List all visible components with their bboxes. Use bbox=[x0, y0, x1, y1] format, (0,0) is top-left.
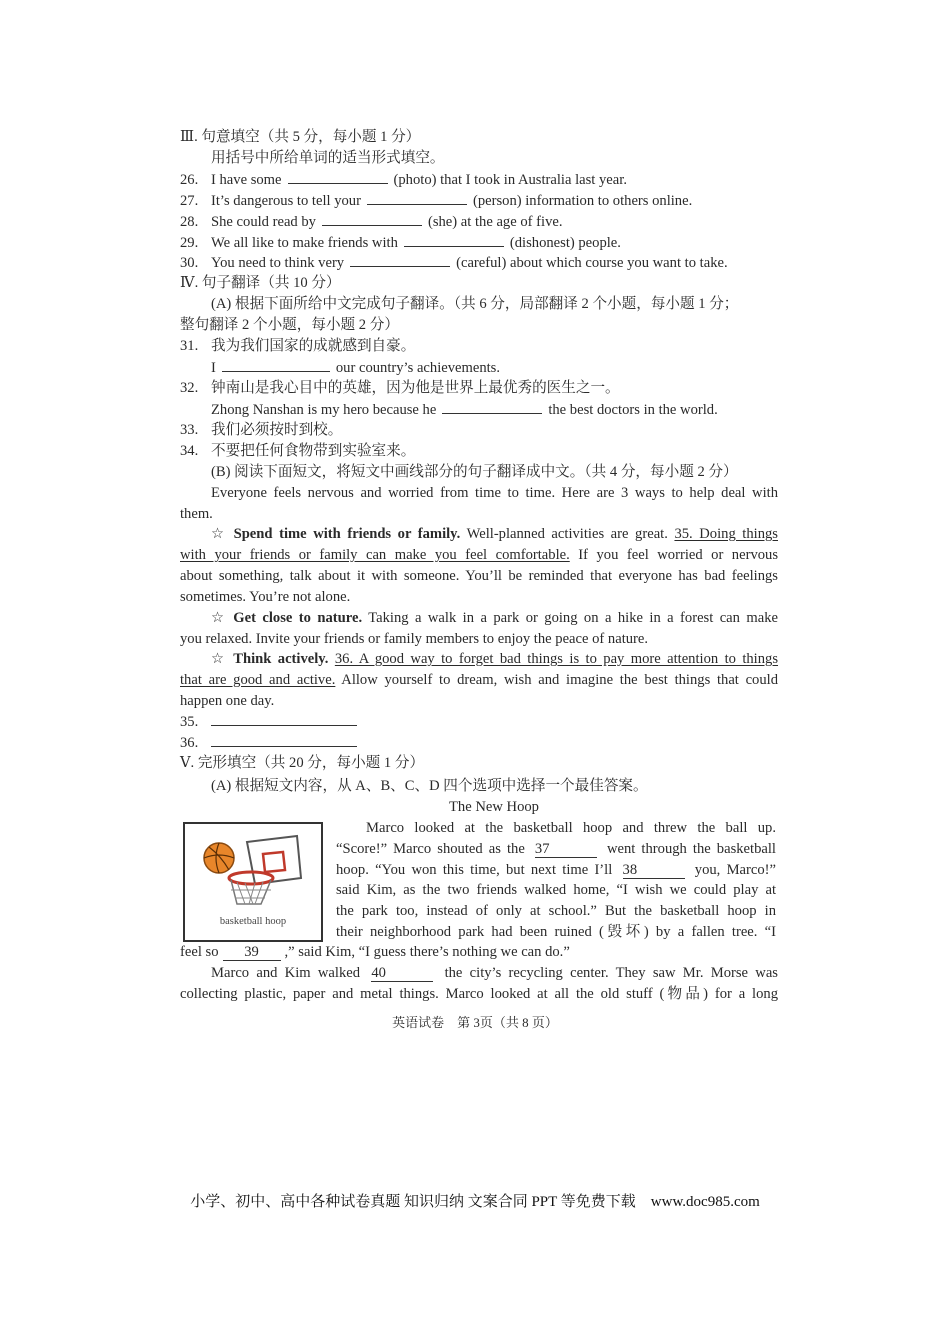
section-3-instruction: 用括号中所给单词的适当形式填空。 bbox=[211, 150, 445, 166]
cloze-line-1: Marco looked at the basketball hoop and threw the ball up. bbox=[366, 820, 776, 836]
question-33: 33. 我们必须按时到校。 bbox=[180, 422, 343, 438]
star-icon: ☆ bbox=[211, 610, 227, 626]
basketball-hoop-figure bbox=[183, 822, 323, 942]
question-31-zh: 31. 我为我们国家的成就感到自豪。 bbox=[180, 338, 416, 354]
section-3-heading bbox=[180, 127, 778, 147]
passage-p1-line1: Everyone feels nervous and worried from time to time. Here are 3 ways to help deal with bbox=[211, 485, 778, 501]
section-5-part-a: (A) 根据短文内容，从 A、B、C、D 四个选项中选择一个最佳答案。 bbox=[211, 778, 648, 794]
question-29: 29. We all like to make friends with (dishonest) people. bbox=[180, 232, 778, 253]
underlined-sentence-35: 35. Doing things bbox=[674, 526, 778, 542]
underlined-sentence-36: 36. A good way to forget bad things is to pay more attention to things bbox=[334, 651, 779, 667]
question-31-en: I our country’s achievements. bbox=[211, 357, 809, 378]
underlined-sentence-36-cont: that are good and active. bbox=[180, 672, 336, 688]
cloze-line-9: collecting plastic, paper and metal things. Marco looked at all the old stuff (物品) for a long bbox=[180, 986, 778, 1002]
cloze-line-7: feel so 39 ,” said Kim, “I guess there’s nothing we can do.” bbox=[180, 944, 570, 960]
passage-p2-line3: about something, talk about it with someone. You’ll be reminded that everyone has bad feelings bbox=[180, 568, 778, 584]
basketball-hoop-icon bbox=[195, 832, 311, 916]
question-28: 28. She could read by (she) at the age of five. bbox=[180, 211, 778, 232]
page-footer: 英语试卷 第 3页（共 8 页） bbox=[392, 1015, 558, 1030]
cloze-blank-40[interactable]: 40 bbox=[371, 965, 433, 982]
question-27: 27. It’s dangerous to tell your (person) information to others online. bbox=[180, 190, 778, 211]
answer-blank[interactable] bbox=[222, 357, 330, 372]
passage-p4-line3: happen one day. bbox=[180, 693, 275, 709]
answer-blank[interactable] bbox=[442, 399, 542, 414]
cloze-line-4: said Kim, as the two friends walked home, “I wish we could play at bbox=[336, 882, 776, 898]
answer-blank[interactable] bbox=[404, 232, 504, 247]
answer-blank[interactable] bbox=[322, 211, 422, 226]
section-3-heading-text: Ⅲ. 句意填空（共 5 分，每小题 1 分） bbox=[180, 129, 421, 145]
passage-p4-line1: ☆ Think actively. 36. A good way to forget bad things is to pay more attention to things bbox=[211, 651, 779, 667]
passage-title: The New Hoop bbox=[449, 799, 539, 815]
figure-caption: basketball hoop bbox=[219, 916, 287, 927]
question-26: 26. I have some (photo) that I took in Australia last year. bbox=[180, 169, 778, 190]
download-note: 小学、初中、高中各种试卷真题 知识归纳 文案合同 PPT 等免费下载 www.doc985.com bbox=[190, 1194, 760, 1210]
section-4-part-a-line2: 整句翻译 2 个小题，每小题 2 分） bbox=[180, 317, 399, 333]
passage-p2-line4: sometimes. You’re not alone. bbox=[180, 589, 351, 605]
cloze-line-3: hoop. “You won this time, but next time I’ll 38 you, Marco!” bbox=[336, 862, 776, 878]
passage-p2-line2: with your friends or family can make you feel comfortable. If you feel worried or nervous bbox=[180, 547, 779, 563]
answer-36: 36. bbox=[180, 732, 778, 753]
cloze-line-2: “Score!” Marco shouted as the 37 went through the basketball bbox=[336, 841, 776, 857]
answer-blank[interactable] bbox=[350, 252, 450, 267]
cloze-blank-39[interactable]: 39 bbox=[223, 944, 281, 961]
star-icon: ☆ bbox=[211, 651, 227, 667]
section-5-heading: Ⅴ. 完形填空（共 20 分，每小题 1 分） bbox=[180, 755, 425, 771]
passage-p3-line2: you relaxed. Invite your friends or family members to enjoy the peace of nature. bbox=[180, 631, 649, 647]
passage-p4-line2: that are good and active. Allow yourself to dream, wish and imagine the best things that could bbox=[180, 672, 779, 688]
question-30: 30. You need to think very (careful) about which course you want to take. bbox=[180, 252, 778, 273]
answer-blank[interactable] bbox=[211, 732, 357, 747]
answer-blank[interactable] bbox=[367, 190, 467, 205]
cloze-blank-38[interactable]: 38 bbox=[623, 862, 685, 879]
answer-35: 35. bbox=[180, 711, 778, 732]
passage-p3-line1: ☆ Get close to nature. Taking a walk in a park or going on a hike in a forest can make bbox=[211, 610, 778, 626]
underlined-sentence-35-cont: with your friends or family can make you feel comfortable. bbox=[180, 547, 570, 563]
star-icon: ☆ bbox=[211, 526, 227, 542]
section-4-heading: Ⅳ. 句子翻译（共 10 分） bbox=[180, 275, 341, 291]
passage-p1-line2: them. bbox=[180, 506, 213, 522]
answer-blank[interactable] bbox=[211, 711, 357, 726]
cloze-line-5: the park too, instead of only at school.” But the basketball hoop in bbox=[336, 903, 776, 919]
cloze-blank-37[interactable]: 37 bbox=[535, 841, 597, 858]
passage-p2-line1: ☆ Spend time with friends or family. Well-planned activities are great. 35. Doing things bbox=[211, 526, 778, 542]
question-32-en: Zhong Nanshan is my hero because he the best doctors in the world. bbox=[211, 399, 809, 420]
section-4-part-b: (B) 阅读下面短文，将短文中画线部分的句子翻译成中文。（共 4 分，每小题 2 分） bbox=[211, 464, 738, 480]
question-32-zh: 32. 钟南山是我心目中的英雄，因为他是世界上最优秀的医生之一。 bbox=[180, 380, 620, 396]
cloze-line-6: their neighborhood park had been ruined (毁坏) by a fallen tree. “I bbox=[336, 924, 776, 940]
section-4-part-a-line1: (A) 根据下面所给中文完成句子翻译。（共 6 分，局部翻译 2 个小题，每小题 1 分； bbox=[211, 296, 739, 312]
answer-blank[interactable] bbox=[288, 169, 388, 184]
question-34: 34. 不要把任何食物带到实验室来。 bbox=[180, 443, 416, 459]
cloze-line-8: Marco and Kim walked 40 the city’s recycling center. They saw Mr. Morse was bbox=[211, 965, 778, 981]
